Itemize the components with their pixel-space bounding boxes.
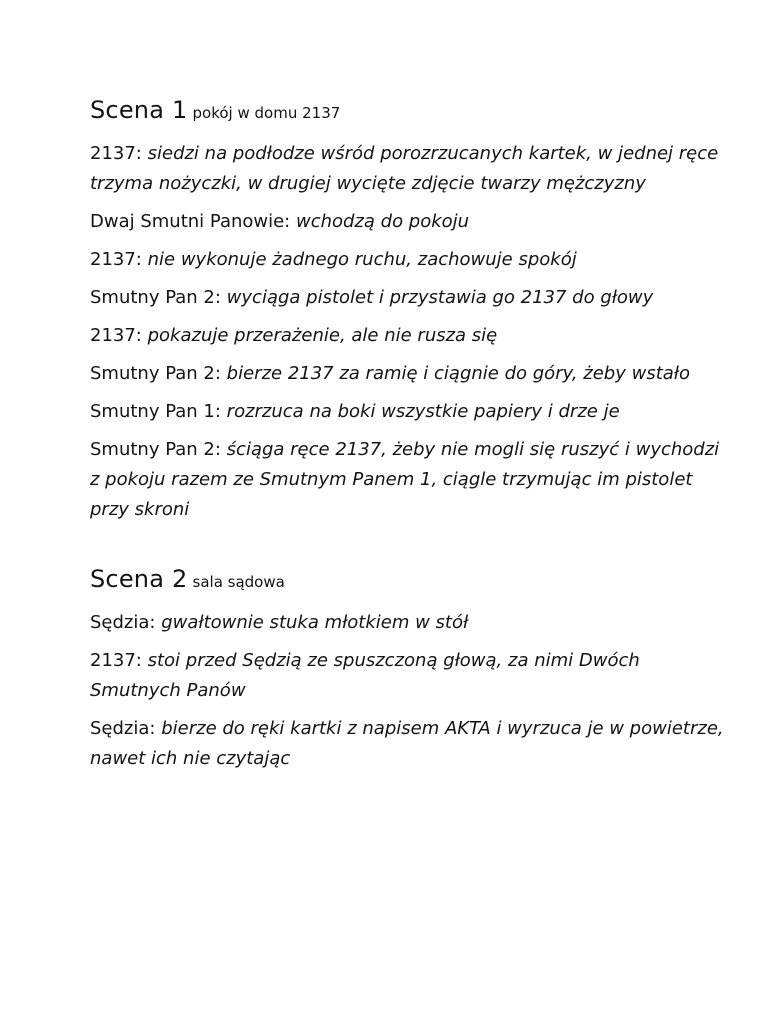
speaker: Smutny Pan 2: bbox=[90, 439, 221, 460]
stage-direction: siedzi na podłodze wśród porozrzucanych kartek, w jednej ręce trzyma nożyczki, w drugiej wycięte zdjęcie twarzy mężczyzny bbox=[90, 143, 719, 194]
script-line bbox=[90, 139, 730, 199]
stage-direction: stoi przed Sędzią ze spuszczoną głową, za nimi Dwóch Smutnych Panów bbox=[90, 650, 640, 701]
scene-title: Scena 1 bbox=[90, 96, 188, 124]
script-line bbox=[90, 608, 730, 638]
script-line bbox=[90, 359, 730, 389]
scene-heading bbox=[90, 561, 730, 600]
stage-direction: bierze do ręki kartki z napisem AKTA i wyrzuca je w powietrze, nawet ich nie czytając bbox=[90, 718, 724, 769]
stage-direction: rozrzuca na boki wszystkie papiery i drze je bbox=[226, 401, 620, 422]
speaker: Sędzia: bbox=[90, 718, 156, 739]
script-line bbox=[90, 321, 730, 351]
stage-direction: wyciąga pistolet i przystawia go 2137 do głowy bbox=[226, 287, 654, 308]
scene-1 bbox=[90, 92, 730, 525]
speaker: Smutny Pan 1: bbox=[90, 401, 221, 422]
stage-direction: wchodzą do pokoju bbox=[295, 211, 470, 232]
speaker: 2137: bbox=[90, 143, 142, 164]
scene-gap bbox=[90, 525, 730, 561]
scene-heading bbox=[90, 92, 730, 131]
stage-direction: ściąga ręce 2137, żeby nie mogli się ruszyć i wychodzi z pokoju razem ze Smutnym Panem 1, ciągle trzymując im pistolet przy skroni bbox=[90, 439, 720, 520]
scene-location: sala sądowa bbox=[192, 573, 285, 591]
script-line bbox=[90, 646, 730, 706]
speaker: Smutny Pan 2: bbox=[90, 287, 221, 308]
script-line bbox=[90, 435, 730, 525]
document-page bbox=[90, 92, 730, 774]
script-line bbox=[90, 714, 730, 774]
stage-direction: gwałtownie stuka młotkiem w stół bbox=[161, 612, 469, 633]
scene-2 bbox=[90, 561, 730, 774]
stage-direction: nie wykonuje żadnego ruchu, zachowuje spokój bbox=[147, 249, 577, 270]
speaker: Sędzia: bbox=[90, 612, 156, 633]
speaker: 2137: bbox=[90, 650, 142, 671]
speaker: Dwaj Smutni Panowie: bbox=[90, 211, 291, 232]
scene-title: Scena 2 bbox=[90, 565, 188, 593]
stage-direction: pokazuje przerażenie, ale nie rusza się bbox=[147, 325, 498, 346]
speaker: 2137: bbox=[90, 325, 142, 346]
speaker: Smutny Pan 2: bbox=[90, 363, 221, 384]
script-line bbox=[90, 207, 730, 237]
script-line bbox=[90, 245, 730, 275]
stage-direction: bierze 2137 za ramię i ciągnie do góry, żeby wstało bbox=[226, 363, 690, 384]
script-line bbox=[90, 397, 730, 427]
speaker: 2137: bbox=[90, 249, 142, 270]
scene-location: pokój w domu 2137 bbox=[192, 104, 341, 122]
script-line bbox=[90, 283, 730, 313]
